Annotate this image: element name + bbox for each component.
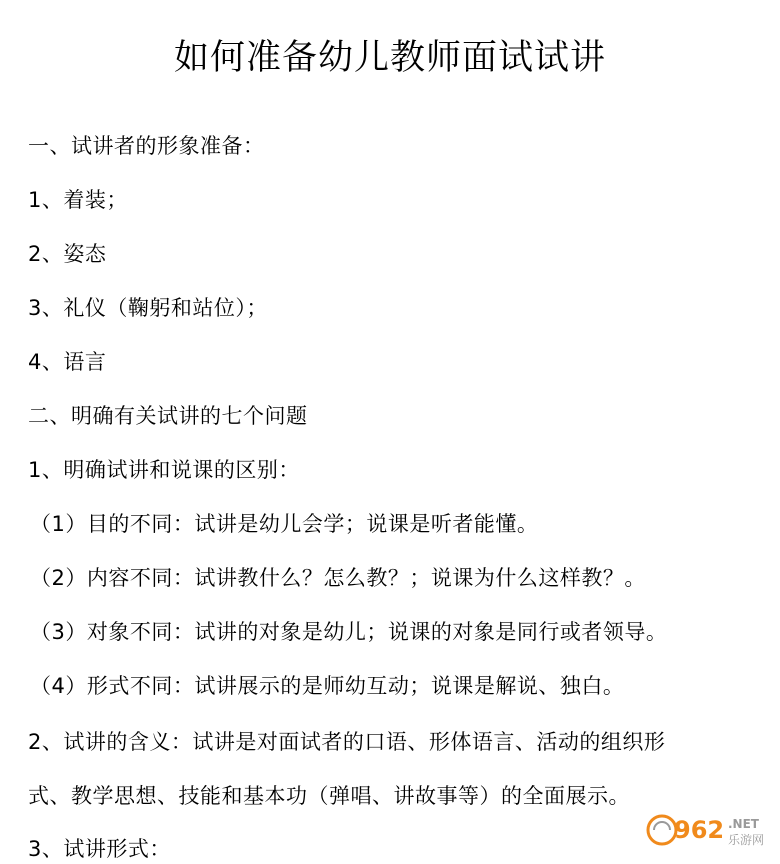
sub-item-content: （2）内容不同：试讲教什么？怎么教？；说课为什么这样教？。 (30, 566, 646, 590)
svg-text:乐游网: 乐游网 (728, 833, 765, 847)
list-item-language: 4、语言 (28, 350, 107, 374)
svg-text:.NET: .NET (728, 817, 759, 831)
watermark-circle-icon (648, 816, 676, 844)
list-item-dress: 1、着装； (28, 188, 128, 212)
list-item-format: 3、试讲形式： (28, 837, 171, 861)
list-item-meaning-line2: 式、教学思想、技能和基本功（弹唱、讲故事等）的全面展示。 (28, 784, 630, 808)
sub-item-audience: （3）对象不同：试讲的对象是幼儿；说课的对象是同行或者领导。 (30, 620, 668, 644)
page-title: 如何准备幼儿教师面试试讲 (173, 38, 606, 78)
section-heading-seven-questions: 二、明确有关试讲的七个问题 (28, 404, 308, 428)
section-heading-appearance: 一、试讲者的形象准备： (28, 134, 265, 158)
list-item-difference: 1、明确试讲和说课的区别： (28, 458, 300, 482)
sub-item-form: （4）形式不同：试讲展示的是师幼互动；说课是解说、独白。 (30, 674, 625, 698)
list-item-etiquette: 3、礼仪（鞠躬和站位）； (28, 296, 268, 320)
sub-item-purpose: （1）目的不同：试讲是幼儿会学；说课是听者能懂。 (30, 512, 539, 536)
list-item-posture: 2、姿态 (28, 242, 107, 266)
site-watermark-logo (646, 812, 774, 848)
list-item-meaning-line1: 2、试讲的含义：试讲是对面试者的口语、形体语言、活动的组织形 (28, 730, 666, 754)
svg-text:962: 962 (674, 816, 725, 844)
